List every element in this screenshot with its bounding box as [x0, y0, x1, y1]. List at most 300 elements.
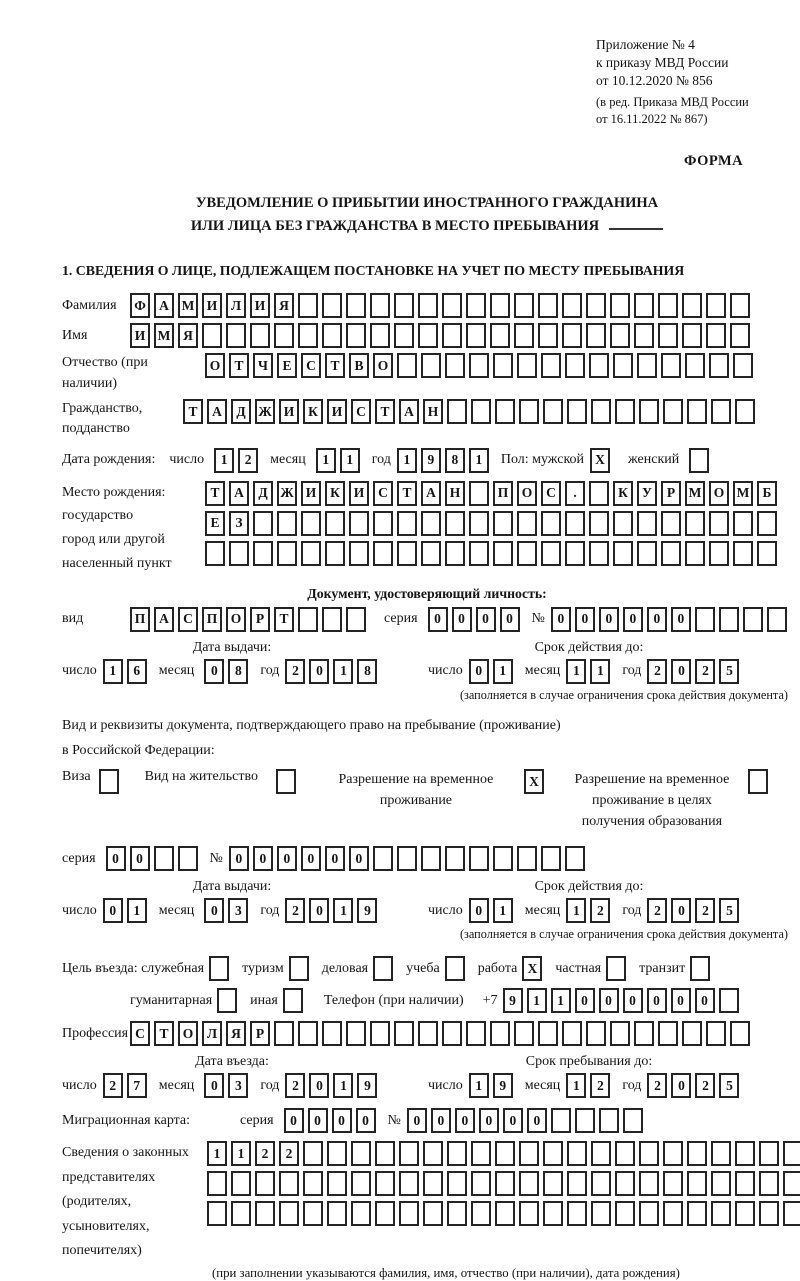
char-cell[interactable]: Я	[274, 293, 294, 318]
char-cell[interactable]: 0	[428, 607, 448, 632]
char-cell[interactable]: 2	[285, 1073, 305, 1098]
char-cell[interactable]	[445, 353, 465, 378]
char-cell[interactable]	[687, 1171, 707, 1196]
char-cell[interactable]	[423, 1201, 443, 1226]
char-cell[interactable]	[565, 511, 585, 536]
char-cell[interactable]	[613, 541, 633, 566]
char-cell[interactable]: П	[130, 607, 150, 632]
char-cell[interactable]	[397, 511, 417, 536]
char-cell[interactable]	[346, 607, 366, 632]
char-cell[interactable]	[375, 1171, 395, 1196]
char-cell[interactable]	[615, 1141, 635, 1166]
char-cell[interactable]	[541, 353, 561, 378]
char-cell[interactable]: С	[541, 481, 561, 506]
char-cell[interactable]: 2	[695, 1073, 715, 1098]
char-cell[interactable]	[178, 846, 198, 871]
char-cell[interactable]	[543, 1171, 563, 1196]
char-cell[interactable]	[586, 293, 606, 318]
char-cell[interactable]: Е	[205, 511, 225, 536]
char-cell[interactable]	[301, 511, 321, 536]
char-cell[interactable]: И	[279, 399, 299, 424]
char-cell[interactable]	[735, 1141, 755, 1166]
char-cell[interactable]	[661, 511, 681, 536]
char-cell[interactable]	[567, 399, 587, 424]
char-cell[interactable]	[637, 511, 657, 536]
char-cell[interactable]: Т	[397, 481, 417, 506]
char-cell[interactable]	[445, 541, 465, 566]
char-cell[interactable]	[442, 1021, 462, 1046]
char-cell[interactable]: С	[351, 399, 371, 424]
char-cell[interactable]	[322, 293, 342, 318]
char-cell[interactable]: 9	[493, 1073, 513, 1098]
char-cell[interactable]	[658, 323, 678, 348]
char-cell[interactable]: 2	[285, 659, 305, 684]
char-cell[interactable]: У	[637, 481, 657, 506]
char-cell[interactable]: 0	[253, 846, 273, 871]
char-cell[interactable]: 1	[566, 659, 586, 684]
char-cell[interactable]: О	[373, 353, 393, 378]
char-cell[interactable]	[730, 1021, 750, 1046]
char-cell[interactable]	[418, 323, 438, 348]
char-cell[interactable]	[541, 511, 561, 536]
char-cell[interactable]: И	[349, 481, 369, 506]
char-cell[interactable]	[375, 1141, 395, 1166]
char-cell[interactable]: 0	[309, 659, 329, 684]
char-cell[interactable]	[421, 511, 441, 536]
char-cell[interactable]: X	[590, 448, 610, 473]
char-cell[interactable]	[709, 541, 729, 566]
char-cell[interactable]: 1	[333, 898, 353, 923]
char-cell[interactable]	[375, 1201, 395, 1226]
char-cell[interactable]: 1	[527, 988, 547, 1013]
char-cell[interactable]	[687, 399, 707, 424]
char-cell[interactable]	[783, 1141, 800, 1166]
char-cell[interactable]	[783, 1171, 800, 1196]
char-cell[interactable]	[445, 846, 465, 871]
char-cell[interactable]	[719, 988, 739, 1013]
char-cell[interactable]: Л	[226, 293, 246, 318]
char-cell[interactable]	[695, 607, 715, 632]
char-cell[interactable]	[719, 607, 739, 632]
char-cell[interactable]: 9	[357, 1073, 377, 1098]
char-cell[interactable]: 5	[719, 659, 739, 684]
char-cell[interactable]: З	[229, 511, 249, 536]
char-cell[interactable]	[394, 323, 414, 348]
char-cell[interactable]	[687, 1141, 707, 1166]
char-cell[interactable]	[466, 323, 486, 348]
char-cell[interactable]: И	[130, 323, 150, 348]
char-cell[interactable]	[346, 293, 366, 318]
char-cell[interactable]: 1	[469, 448, 489, 473]
char-cell[interactable]: 2	[103, 1073, 123, 1098]
char-cell[interactable]: 0	[623, 988, 643, 1013]
char-cell[interactable]	[490, 1021, 510, 1046]
char-cell[interactable]	[706, 293, 726, 318]
char-cell[interactable]	[490, 293, 510, 318]
char-cell[interactable]: 0	[503, 1108, 523, 1133]
char-cell[interactable]	[351, 1201, 371, 1226]
char-cell[interactable]: Р	[661, 481, 681, 506]
char-cell[interactable]: 6	[127, 659, 147, 684]
char-cell[interactable]: 1	[590, 659, 610, 684]
char-cell[interactable]	[685, 511, 705, 536]
char-cell[interactable]	[706, 1021, 726, 1046]
char-cell[interactable]	[514, 323, 534, 348]
char-cell[interactable]	[469, 846, 489, 871]
char-cell[interactable]	[733, 541, 753, 566]
char-cell[interactable]	[661, 353, 681, 378]
char-cell[interactable]: С	[301, 353, 321, 378]
char-cell[interactable]: 8	[228, 659, 248, 684]
char-cell[interactable]: 8	[357, 659, 377, 684]
char-cell[interactable]	[418, 1021, 438, 1046]
char-cell[interactable]	[397, 353, 417, 378]
char-cell[interactable]	[399, 1141, 419, 1166]
char-cell[interactable]	[711, 1171, 731, 1196]
char-cell[interactable]: 0	[671, 898, 691, 923]
char-cell[interactable]	[469, 481, 489, 506]
char-cell[interactable]	[658, 1021, 678, 1046]
char-cell[interactable]: 0	[407, 1108, 427, 1133]
char-cell[interactable]: К	[325, 481, 345, 506]
char-cell[interactable]: М	[685, 481, 705, 506]
char-cell[interactable]: 0	[647, 988, 667, 1013]
char-cell[interactable]: 1	[103, 659, 123, 684]
char-cell[interactable]	[373, 956, 393, 981]
char-cell[interactable]	[217, 988, 237, 1013]
char-cell[interactable]: Ч	[253, 353, 273, 378]
char-cell[interactable]	[565, 541, 585, 566]
char-cell[interactable]: 2	[238, 448, 258, 473]
char-cell[interactable]: Д	[231, 399, 251, 424]
char-cell[interactable]	[250, 323, 270, 348]
char-cell[interactable]	[709, 353, 729, 378]
char-cell[interactable]	[495, 1201, 515, 1226]
char-cell[interactable]: 1	[493, 898, 513, 923]
char-cell[interactable]	[301, 541, 321, 566]
char-cell[interactable]	[519, 1171, 539, 1196]
char-cell[interactable]	[689, 448, 709, 473]
char-cell[interactable]	[397, 541, 417, 566]
char-cell[interactable]: Т	[205, 481, 225, 506]
char-cell[interactable]	[274, 1021, 294, 1046]
char-cell[interactable]: Т	[183, 399, 203, 424]
char-cell[interactable]: Б	[757, 481, 777, 506]
char-cell[interactable]: О	[226, 607, 246, 632]
char-cell[interactable]: 0	[575, 988, 595, 1013]
char-cell[interactable]: Р	[250, 607, 270, 632]
char-cell[interactable]: 1	[316, 448, 336, 473]
char-cell[interactable]	[687, 1201, 707, 1226]
char-cell[interactable]: А	[207, 399, 227, 424]
char-cell[interactable]: Т	[325, 353, 345, 378]
char-cell[interactable]	[538, 1021, 558, 1046]
char-cell[interactable]: 1	[340, 448, 360, 473]
char-cell[interactable]	[327, 1171, 347, 1196]
char-cell[interactable]	[519, 1141, 539, 1166]
char-cell[interactable]: 0	[671, 988, 691, 1013]
char-cell[interactable]: 0	[455, 1108, 475, 1133]
char-cell[interactable]	[255, 1171, 275, 1196]
char-cell[interactable]	[767, 607, 787, 632]
char-cell[interactable]	[351, 1171, 371, 1196]
char-cell[interactable]	[759, 1171, 779, 1196]
char-cell[interactable]	[517, 541, 537, 566]
char-cell[interactable]	[394, 1021, 414, 1046]
char-cell[interactable]	[421, 541, 441, 566]
char-cell[interactable]	[663, 399, 683, 424]
char-cell[interactable]: О	[178, 1021, 198, 1046]
char-cell[interactable]	[541, 541, 561, 566]
char-cell[interactable]	[517, 353, 537, 378]
char-cell[interactable]	[586, 1021, 606, 1046]
char-cell[interactable]: П	[202, 607, 222, 632]
char-cell[interactable]	[466, 1021, 486, 1046]
char-cell[interactable]: Я	[178, 323, 198, 348]
char-cell[interactable]	[514, 1021, 534, 1046]
char-cell[interactable]	[589, 511, 609, 536]
char-cell[interactable]	[663, 1141, 683, 1166]
char-cell[interactable]: П	[493, 481, 513, 506]
char-cell[interactable]	[209, 956, 229, 981]
char-cell[interactable]	[289, 956, 309, 981]
char-cell[interactable]	[599, 1108, 619, 1133]
char-cell[interactable]	[757, 511, 777, 536]
char-cell[interactable]	[759, 1201, 779, 1226]
char-cell[interactable]	[397, 846, 417, 871]
char-cell[interactable]	[471, 1201, 491, 1226]
char-cell[interactable]: 9	[503, 988, 523, 1013]
char-cell[interactable]: О	[205, 353, 225, 378]
char-cell[interactable]	[589, 353, 609, 378]
char-cell[interactable]: 1	[214, 448, 234, 473]
char-cell[interactable]	[277, 541, 297, 566]
char-cell[interactable]	[610, 1021, 630, 1046]
char-cell[interactable]	[634, 323, 654, 348]
char-cell[interactable]	[517, 511, 537, 536]
char-cell[interactable]	[322, 323, 342, 348]
char-cell[interactable]: 2	[285, 898, 305, 923]
char-cell[interactable]: М	[733, 481, 753, 506]
char-cell[interactable]	[493, 541, 513, 566]
char-cell[interactable]	[591, 1201, 611, 1226]
char-cell[interactable]	[514, 293, 534, 318]
char-cell[interactable]: 1	[333, 659, 353, 684]
char-cell[interactable]	[615, 1171, 635, 1196]
char-cell[interactable]: 1	[566, 1073, 586, 1098]
char-cell[interactable]: .	[565, 481, 585, 506]
char-cell[interactable]	[623, 1108, 643, 1133]
char-cell[interactable]	[447, 399, 467, 424]
char-cell[interactable]: 0	[204, 1073, 224, 1098]
char-cell[interactable]	[567, 1171, 587, 1196]
char-cell[interactable]	[610, 323, 630, 348]
char-cell[interactable]	[711, 399, 731, 424]
char-cell[interactable]	[445, 511, 465, 536]
char-cell[interactable]	[495, 399, 515, 424]
char-cell[interactable]	[709, 511, 729, 536]
char-cell[interactable]	[253, 541, 273, 566]
char-cell[interactable]	[231, 1201, 251, 1226]
char-cell[interactable]: 0	[695, 988, 715, 1013]
char-cell[interactable]: 2	[695, 898, 715, 923]
char-cell[interactable]	[253, 511, 273, 536]
char-cell[interactable]: 0	[452, 607, 472, 632]
char-cell[interactable]: 0	[469, 898, 489, 923]
char-cell[interactable]	[639, 1171, 659, 1196]
char-cell[interactable]	[399, 1201, 419, 1226]
char-cell[interactable]	[370, 323, 390, 348]
char-cell[interactable]	[519, 1201, 539, 1226]
char-cell[interactable]: 0	[599, 988, 619, 1013]
char-cell[interactable]	[517, 846, 537, 871]
char-cell[interactable]	[303, 1171, 323, 1196]
char-cell[interactable]	[325, 541, 345, 566]
char-cell[interactable]: 1	[207, 1141, 227, 1166]
char-cell[interactable]: В	[349, 353, 369, 378]
char-cell[interactable]	[591, 1171, 611, 1196]
char-cell[interactable]	[682, 323, 702, 348]
char-cell[interactable]: 9	[421, 448, 441, 473]
char-cell[interactable]: М	[178, 293, 198, 318]
char-cell[interactable]: 0	[308, 1108, 328, 1133]
char-cell[interactable]	[562, 293, 582, 318]
char-cell[interactable]	[519, 399, 539, 424]
char-cell[interactable]	[730, 293, 750, 318]
char-cell[interactable]	[373, 541, 393, 566]
char-cell[interactable]: Т	[274, 607, 294, 632]
char-cell[interactable]: И	[327, 399, 347, 424]
char-cell[interactable]	[490, 323, 510, 348]
char-cell[interactable]	[303, 1201, 323, 1226]
char-cell[interactable]: 2	[255, 1141, 275, 1166]
char-cell[interactable]: А	[399, 399, 419, 424]
char-cell[interactable]: 1	[127, 898, 147, 923]
char-cell[interactable]	[276, 769, 296, 794]
char-cell[interactable]: 2	[279, 1141, 299, 1166]
char-cell[interactable]: 0	[527, 1108, 547, 1133]
char-cell[interactable]: 0	[671, 607, 691, 632]
char-cell[interactable]: 0	[469, 659, 489, 684]
char-cell[interactable]	[682, 1021, 702, 1046]
char-cell[interactable]	[613, 511, 633, 536]
char-cell[interactable]: 2	[590, 1073, 610, 1098]
char-cell[interactable]: 0	[301, 846, 321, 871]
char-cell[interactable]: Ж	[277, 481, 297, 506]
char-cell[interactable]	[298, 1021, 318, 1046]
char-cell[interactable]	[639, 1201, 659, 1226]
char-cell[interactable]	[575, 1108, 595, 1133]
char-cell[interactable]	[447, 1141, 467, 1166]
char-cell[interactable]: С	[178, 607, 198, 632]
char-cell[interactable]	[658, 293, 678, 318]
char-cell[interactable]	[327, 1201, 347, 1226]
char-cell[interactable]	[634, 293, 654, 318]
char-cell[interactable]: 0	[204, 659, 224, 684]
char-cell[interactable]: И	[202, 293, 222, 318]
char-cell[interactable]	[205, 541, 225, 566]
char-cell[interactable]	[663, 1201, 683, 1226]
char-cell[interactable]: А	[154, 293, 174, 318]
char-cell[interactable]	[541, 846, 561, 871]
char-cell[interactable]	[757, 541, 777, 566]
char-cell[interactable]: 5	[719, 898, 739, 923]
char-cell[interactable]: 0	[325, 846, 345, 871]
char-cell[interactable]: 0	[671, 659, 691, 684]
char-cell[interactable]: 0	[479, 1108, 499, 1133]
char-cell[interactable]	[346, 323, 366, 348]
char-cell[interactable]: 3	[228, 1073, 248, 1098]
char-cell[interactable]	[591, 399, 611, 424]
char-cell[interactable]: 1	[551, 988, 571, 1013]
char-cell[interactable]	[639, 399, 659, 424]
char-cell[interactable]: 0	[356, 1108, 376, 1133]
char-cell[interactable]	[370, 293, 390, 318]
char-cell[interactable]: 2	[647, 1073, 667, 1098]
char-cell[interactable]	[229, 541, 249, 566]
char-cell[interactable]	[346, 1021, 366, 1046]
char-cell[interactable]	[543, 1141, 563, 1166]
char-cell[interactable]: С	[130, 1021, 150, 1046]
char-cell[interactable]	[231, 1171, 251, 1196]
char-cell[interactable]	[682, 293, 702, 318]
char-cell[interactable]	[589, 541, 609, 566]
char-cell[interactable]: 0	[431, 1108, 451, 1133]
char-cell[interactable]	[298, 293, 318, 318]
char-cell[interactable]	[567, 1201, 587, 1226]
char-cell[interactable]	[418, 293, 438, 318]
char-cell[interactable]	[370, 1021, 390, 1046]
char-cell[interactable]	[543, 1201, 563, 1226]
char-cell[interactable]: А	[229, 481, 249, 506]
char-cell[interactable]	[565, 846, 585, 871]
char-cell[interactable]: 0	[277, 846, 297, 871]
char-cell[interactable]: Т	[229, 353, 249, 378]
char-cell[interactable]	[606, 956, 626, 981]
char-cell[interactable]	[610, 293, 630, 318]
char-cell[interactable]	[399, 1171, 419, 1196]
char-cell[interactable]: Д	[253, 481, 273, 506]
char-cell[interactable]: 7	[127, 1073, 147, 1098]
char-cell[interactable]: 0	[284, 1108, 304, 1133]
char-cell[interactable]	[349, 541, 369, 566]
char-cell[interactable]	[493, 353, 513, 378]
char-cell[interactable]: 1	[231, 1141, 251, 1166]
char-cell[interactable]: Н	[423, 399, 443, 424]
char-cell[interactable]	[274, 323, 294, 348]
char-cell[interactable]	[325, 511, 345, 536]
char-cell[interactable]	[562, 323, 582, 348]
char-cell[interactable]	[759, 1141, 779, 1166]
char-cell[interactable]: 0	[623, 607, 643, 632]
char-cell[interactable]	[154, 846, 174, 871]
char-cell[interactable]	[639, 1141, 659, 1166]
char-cell[interactable]: К	[613, 481, 633, 506]
char-cell[interactable]: 1	[493, 659, 513, 684]
char-cell[interactable]: 5	[719, 1073, 739, 1098]
char-cell[interactable]	[661, 541, 681, 566]
char-cell[interactable]	[685, 541, 705, 566]
char-cell[interactable]: О	[709, 481, 729, 506]
char-cell[interactable]: 3	[228, 898, 248, 923]
char-cell[interactable]	[551, 1108, 571, 1133]
char-cell[interactable]	[303, 1141, 323, 1166]
char-cell[interactable]: 0	[130, 846, 150, 871]
char-cell[interactable]: 0	[599, 607, 619, 632]
char-cell[interactable]	[663, 1171, 683, 1196]
char-cell[interactable]	[634, 1021, 654, 1046]
char-cell[interactable]: 0	[309, 1073, 329, 1098]
